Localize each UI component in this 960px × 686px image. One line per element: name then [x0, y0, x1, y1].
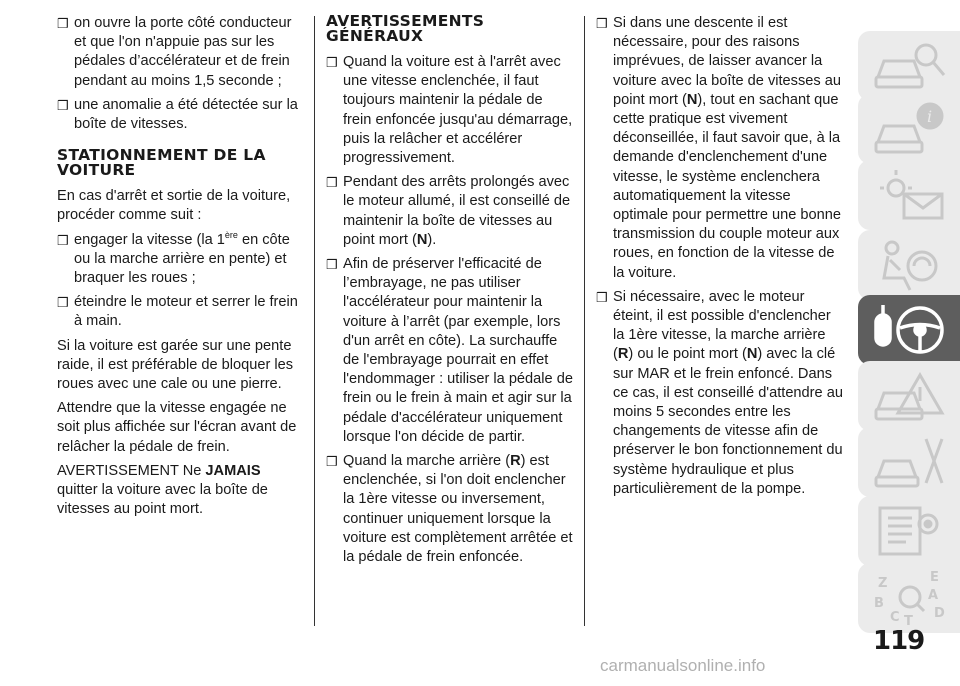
index-letter: D	[934, 606, 945, 621]
column-divider	[314, 16, 315, 626]
index-letter: B	[874, 596, 884, 611]
car-search-icon[interactable]	[858, 31, 960, 101]
checkbox-bullet-icon: ❒	[326, 55, 338, 70]
column-3	[596, 14, 846, 504]
checkbox-bullet-icon: ❒	[57, 16, 69, 31]
list-item: ❒ Quand la marche arrière (R) est enclenchée, si l'on doit enclencher la 1ère vitesse ou inversement, continuer uniquement lorsque la voiture est complètement arrêtée et la pédale de frein enfoncée.	[326, 453, 573, 566]
svg-text:i: i	[927, 107, 933, 126]
column-1	[57, 14, 303, 524]
car-emergency-icon[interactable]	[858, 361, 960, 431]
page-number: 119	[873, 626, 925, 656]
list-item: ❒ on ouvre la porte côté conducteur et que l'on n'appuie pas sur les pédales d’accélérateur et de frein pendant au moins 1,5 seconde ;	[57, 15, 292, 89]
section-heading-parking: STATIONNEMENT DE LA VOITURE	[57, 146, 266, 180]
index-letter: C	[890, 610, 900, 625]
paragraph-intro: En cas d'arrêt et sortie de la voiture, procéder comme suit :	[57, 188, 291, 224]
list-item: ❒ engager la vitesse (la 1ère en côte ou la marche arrière en pente) et braquer les roues ;	[57, 229, 290, 287]
checkbox-bullet-icon: ❒	[57, 295, 69, 311]
column-2	[326, 14, 573, 572]
list-item: ❒ Afin de préserver l'efficacité de l’embrayage, ne pas utiliser l'accélérateur pour maintenir la voiture à l’arrêt (par exemple, lors d'un arrêt en côte). La surchauffe de l'embrayage pourrait en effet l'endommager : utiliser la pédale de frein ou le frein à main et agir sur la pédale d'accélérateur uniquement lorsque l'on décide de partir.	[326, 256, 573, 445]
index-letter: Z	[878, 576, 888, 591]
paragraph-warning: AVERTISSEMENT Ne JAMAIS quitter la voiture avec la boîte de vitesses au point mort.	[57, 462, 268, 518]
paragraph-gear: Attendre que la vitesse engagée ne soit plus affichée sur l'écran avant de relâcher la pédale de frein.	[57, 400, 297, 455]
checkbox-bullet-icon: ❒	[596, 16, 608, 31]
alphabet-index-icon[interactable]	[858, 563, 960, 633]
list-item: ❒ une anomalie a été détectée sur la boîte de vitesses.	[57, 96, 298, 133]
warning-lights-mail-icon[interactable]	[858, 160, 960, 230]
checkbox-bullet-icon: ❒	[57, 232, 69, 248]
list-item: ❒ Pendant des arrêts prolongés avec le moteur allumé, il est conseillé de maintenir la boîte de vitesses au point mort (N).	[326, 174, 571, 248]
airbag-seat-icon[interactable]	[858, 230, 960, 300]
car-service-icon[interactable]	[858, 427, 960, 497]
list-item: ❒ Si dans une descente il est nécessaire, pour des raisons imprévues, de laisser avancer la voiture avec la boîte de vitesses au point mort (N), tout en sachant que cette pratique est vivement déconseillée, il faut savoir que, à la demande d'enclenchement d'une vitesse, le système enclenchera automatiquement la vitesse optimale pour permettre une bonne transmission du couple moteur aux roues, en fonction de la vitesse de la voiture.	[596, 15, 841, 281]
index-letter: A	[928, 588, 939, 603]
checkbox-bullet-icon: ❒	[596, 289, 608, 305]
document-settings-icon[interactable]	[858, 496, 960, 566]
checkbox-bullet-icon: ❒	[326, 175, 338, 191]
list-item: ❒ Quand la voiture est à l'arrêt avec une vitesse enclenchée, il faut toujours maintenir la pédale de frein enfoncée jusqu'au démarrage, puis la relâcher et accélérer progressivement.	[326, 54, 573, 167]
section-heading-warnings: AVERTISSEMENTS GÉNÉRAUX	[326, 12, 485, 45]
column-divider	[584, 16, 585, 626]
index-letter: T	[904, 614, 913, 627]
list-item: ❒ éteindre le moteur et serrer le frein à main.	[57, 294, 298, 330]
key-steering-wheel-icon[interactable]	[858, 295, 960, 365]
paragraph-slope: Si la voiture est garée sur une pente raide, il est préférable de bloquer les roues avec une cale ou une pierre.	[57, 337, 294, 393]
index-letter: E	[930, 570, 939, 585]
car-info-icon[interactable]	[858, 94, 960, 164]
watermark: carmanualsonline.info	[600, 656, 766, 675]
checkbox-bullet-icon: ❒	[326, 257, 338, 273]
checkbox-bullet-icon: ❒	[57, 97, 69, 113]
checkbox-bullet-icon: ❒	[326, 454, 338, 470]
list-item: ❒ Si nécessaire, avec le moteur éteint, il est possible d'enclencher la 1ère vitesse, la marche arrière (R) ou le point mort (N) avec la clé sur MAR et le frein enfoncé. Dans ce cas, il est conseillé d'attendre au moins 5 secondes entre les changements de vitesse afin de préserver le bon fonctionnement du système hydraulique et plus particulièrement de la pompe.	[596, 288, 843, 497]
